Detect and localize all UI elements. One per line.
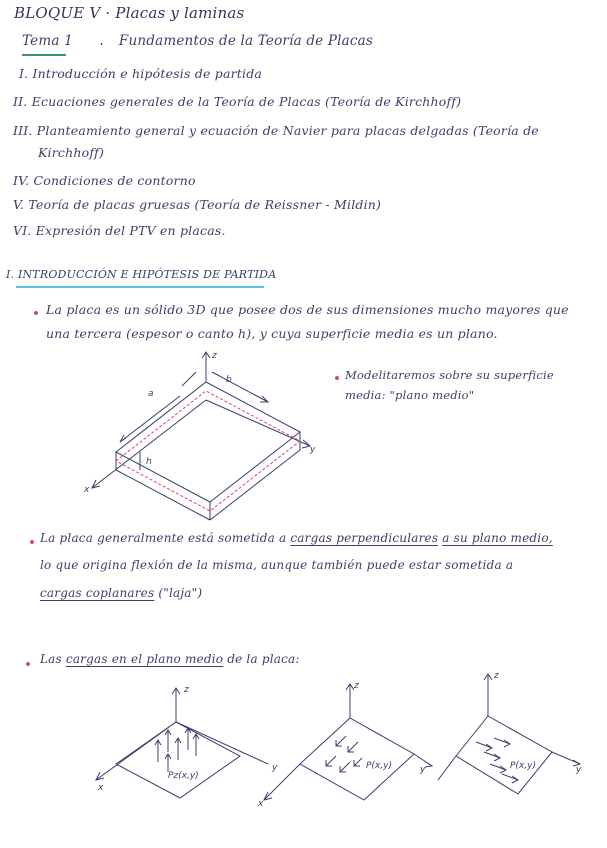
d1-x-label: x: [98, 783, 104, 793]
d2-x-label: x: [258, 799, 264, 809]
term-cargas-coplanares: cargas coplanares: [40, 586, 155, 600]
toc-item-6: VI. Expresión del PTV en placas.: [13, 223, 226, 238]
paragraph-2-line-3: cargas coplanares ("laja"): [40, 586, 203, 600]
dim-h-label: h: [146, 457, 152, 467]
d2-z-label: z: [354, 681, 359, 691]
d2-load-label: P(x,y): [366, 761, 392, 771]
toc-item-3: III. Planteamiento general y ecuación de Navier para placas delgadas (Teoría de: [13, 123, 539, 138]
dim-a-label: a: [148, 389, 154, 399]
d3-z-label: z: [494, 671, 499, 681]
toc-item-4: IV. Condiciones de contorno: [13, 173, 196, 188]
paragraph-1-line-1: La placa es un sólido 3D que posee dos de sus dimensiones mucho mayores que: [46, 302, 569, 317]
d3-y-label: y: [576, 765, 582, 775]
tema-title: Fundamentos de la Teoría de Placas: [118, 33, 374, 49]
paragraph-3: Las cargas en el plano medio de la placa:: [40, 652, 300, 666]
paragraph-1-line-2: una tercera (espesor o canto h), y cuya superficie media es un plano.: [46, 326, 498, 341]
d3-load-label: P(x,y): [510, 761, 536, 771]
d1-y-label: y: [272, 763, 278, 773]
tema-label: Tema 1: [22, 33, 73, 49]
axis-x-label: x: [84, 485, 90, 495]
toc-item-2: II. Ecuaciones generales de la Teoría de Placas (Teoría de Kirchhoff): [13, 94, 462, 109]
note-line-1: Modelitaremos sobre su superficie: [345, 368, 554, 382]
term-cargas-plano-medio: cargas en el plano medio: [65, 652, 224, 666]
paragraph-2-line-2: lo que origina flexión de la misma, aunque también puede estar sometida a: [40, 558, 514, 572]
tema-heading: Tema 1 . Fundamentos de la Teoría de Placas: [22, 33, 374, 49]
section-heading: I. INTRODUCCIÓN E HIPÓTESIS DE PARTIDA: [6, 268, 277, 281]
d1-z-label: z: [184, 685, 189, 695]
bloque-title: BLOQUE V · Placas y laminas: [14, 4, 245, 22]
toc-item-5: V. Teoría de placas gruesas (Teoría de Reissner - Mildin): [13, 197, 382, 212]
axis-z-label: z: [212, 351, 217, 361]
d2-y-label: y: [420, 765, 426, 775]
axis-y-label: y: [310, 445, 316, 455]
d1-load-label: Pz(x,y): [168, 771, 199, 781]
paragraph-2-line-1: La placa generalmente está sometida a cargas perpendiculares a su plano medio,: [40, 531, 553, 545]
toc-item-1: I. Introducción e hipótesis de partida: [19, 66, 263, 81]
toc-item-3-cont: Kirchhoff): [38, 145, 105, 160]
note-line-2: media: "plano medio": [345, 388, 475, 402]
dim-b-label: b: [226, 375, 232, 385]
term-cargas-perpendiculares: cargas perpendiculares: [290, 531, 439, 545]
